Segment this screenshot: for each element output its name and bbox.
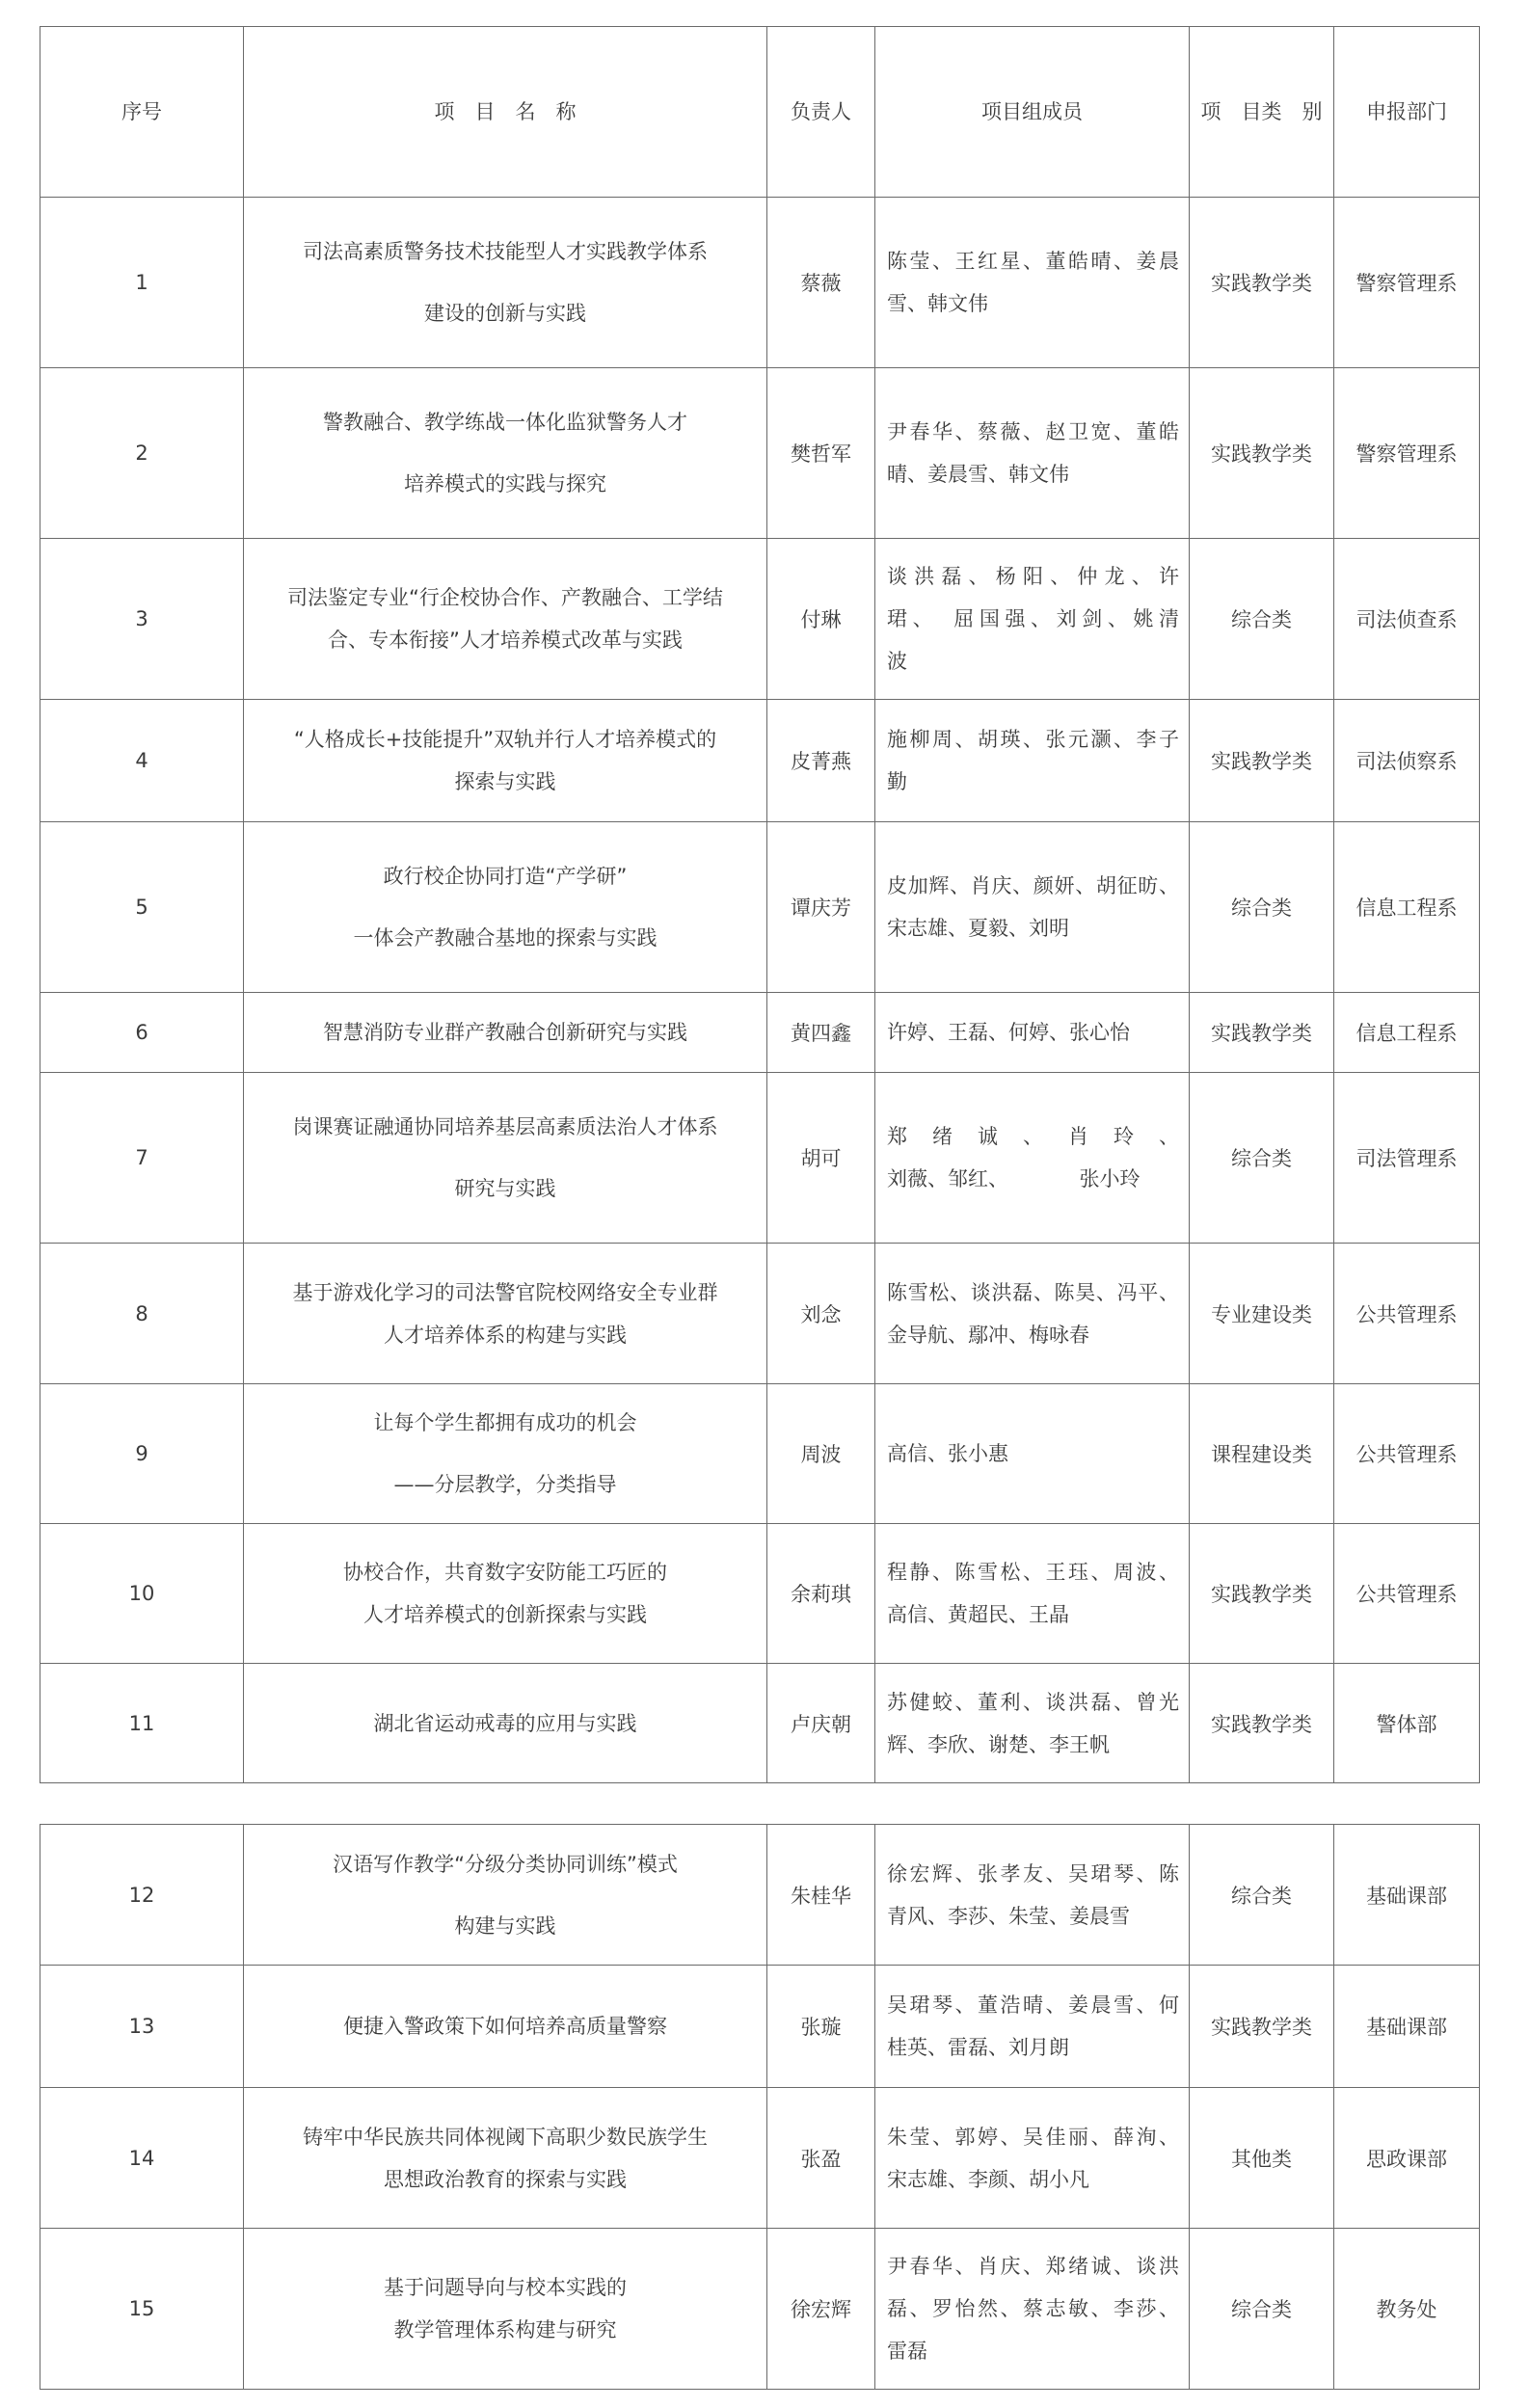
leader-name: 谭庆芳 (791, 896, 851, 920)
project-name-line: 人才培养体系的构建与实践 (384, 1323, 627, 1347)
department-label: 信息工程系 (1356, 1022, 1458, 1045)
seq-number: 13 (128, 2015, 155, 2038)
row-category (1190, 1966, 1334, 2088)
header-row (40, 27, 1480, 198)
members-block (875, 555, 1189, 682)
project-name-line: 警教融合、教学练战一体化监狱警务人才 (323, 411, 687, 434)
category-label: 综合类 (1231, 2298, 1292, 2321)
row-project-name (244, 1966, 767, 2088)
row-department (1334, 1664, 1480, 1783)
members-line: 青风、李莎、朱莹、姜晨雪 (887, 1904, 1130, 1928)
row-project-name (244, 1825, 767, 1966)
category-label: 实践教学类 (1211, 272, 1312, 295)
row-seq (40, 1664, 244, 1783)
row-project-name (244, 1073, 767, 1244)
table-row (40, 368, 1480, 539)
table-row (40, 2229, 1480, 2390)
header-category: 项 目类 别 (1190, 27, 1334, 198)
row-seq (40, 1244, 244, 1384)
row-category (1190, 993, 1334, 1073)
row-leader (767, 1073, 875, 1244)
project-name-line: 铸牢中华民族共同体视阈下高职少数民族学生 (303, 2125, 708, 2149)
department-label: 司法侦察系 (1356, 750, 1458, 773)
row-members (875, 539, 1190, 700)
row-seq (40, 822, 244, 993)
department-label: 公共管理系 (1356, 1583, 1458, 1606)
department-label: 公共管理系 (1356, 1443, 1458, 1466)
row-category (1190, 1524, 1334, 1664)
header-department: 申报部门 (1334, 27, 1480, 198)
row-department (1334, 1244, 1480, 1384)
project-name-line: 基于游戏化学习的司法警官院校网络安全专业群 (292, 1280, 718, 1304)
row-members (875, 822, 1190, 993)
row-project-name (244, 2088, 767, 2229)
header-project-name: 项 目 名 称 (244, 27, 767, 198)
members-line: 郑绪诚、肖玲、 (887, 1125, 1179, 1148)
project-name-line: 研究与实践 (454, 1177, 556, 1200)
row-leader (767, 700, 875, 822)
seq-number: 2 (135, 441, 148, 465)
project-name-line: 基于问题导向与校本实践的 (384, 2276, 627, 2299)
project-name-line: 探索与实践 (454, 770, 556, 793)
row-category (1190, 1664, 1334, 1783)
members-line: 波 (887, 650, 907, 673)
project-name-line: ——分层教学，分类指导 (393, 1473, 617, 1496)
project-name-line: 教学管理体系构建与研究 (393, 2318, 617, 2341)
members-line: 徐宏辉、张孝友、吴珺琴、陈 (887, 1861, 1179, 1886)
department-label: 信息工程系 (1356, 896, 1458, 920)
row-category (1190, 700, 1334, 822)
members-block (875, 1551, 1189, 1636)
row-category (1190, 2088, 1334, 2229)
row-category (1190, 822, 1334, 993)
project-name-line: 培养模式的实践与探究 (404, 472, 606, 495)
members-line: 晴、姜晨雪、韩文伟 (887, 463, 1069, 486)
row-department (1334, 368, 1480, 539)
department-label: 教务处 (1376, 2298, 1437, 2321)
table-row (40, 1524, 1480, 1664)
project-name-line: 岗课赛证融通协同培养基层高素质法治人才体系 (292, 1115, 718, 1138)
table-row (40, 993, 1480, 1073)
project-name-line: 汉语写作教学“分级分类协同训练”模式 (333, 1852, 678, 1876)
row-seq (40, 368, 244, 539)
row-seq (40, 1825, 244, 1966)
members-block (875, 718, 1189, 803)
row-department (1334, 700, 1480, 822)
members-block (875, 1432, 1189, 1475)
row-department (1334, 822, 1480, 993)
seq-number: 9 (135, 1442, 148, 1465)
row-leader (767, 2229, 875, 2390)
row-project-name (244, 1664, 767, 1783)
members-line: 施柳周、胡瑛、张元灏、李子 (887, 728, 1179, 751)
category-label: 专业建设类 (1211, 1302, 1312, 1326)
row-members (875, 1244, 1190, 1384)
members-line: 皮加辉、肖庆、颜妍、胡征昉、 (887, 874, 1179, 897)
project-name-line: 构建与实践 (454, 1913, 556, 1938)
leader-name: 余莉琪 (791, 1583, 851, 1606)
row-category (1190, 539, 1334, 700)
category-label: 实践教学类 (1211, 442, 1312, 466)
row-category (1190, 1244, 1334, 1384)
row-department (1334, 1966, 1480, 2088)
row-seq (40, 1966, 244, 2088)
project-name-line: 人才培养模式的创新探索与实践 (363, 1603, 647, 1626)
department-label: 警察管理系 (1356, 272, 1458, 295)
row-seq (40, 1384, 244, 1524)
members-line: 高信、张小惠 (887, 1442, 1008, 1465)
row-seq (40, 539, 244, 700)
row-leader (767, 539, 875, 700)
leader-name: 付琳 (800, 608, 842, 631)
row-category (1190, 198, 1334, 368)
row-department (1334, 2229, 1480, 2390)
project-name-line: 司法高素质警务技术技能型人才实践教学体系 (303, 240, 708, 263)
category-label: 实践教学类 (1211, 1712, 1312, 1736)
members-block (875, 240, 1189, 325)
members-line: 许婷、王磊、何婷、张心怡 (887, 1021, 1130, 1044)
members-line: 桂英、雷磊、刘月朗 (887, 2036, 1069, 2059)
row-members (875, 1664, 1190, 1783)
header-seq: 序号 (40, 27, 244, 198)
leader-name: 胡可 (800, 1147, 842, 1170)
row-department (1334, 539, 1480, 700)
row-leader (767, 2088, 875, 2229)
row-project-name (244, 1244, 767, 1384)
row-leader (767, 198, 875, 368)
table-body-part-2 (40, 1825, 1480, 2390)
seq-number: 7 (135, 1146, 148, 1169)
table-row (40, 539, 1480, 700)
leader-name: 朱桂华 (791, 1884, 851, 1908)
row-members (875, 1966, 1190, 2088)
row-department (1334, 1073, 1480, 1244)
members-line: 珺、 屈国强、刘剑、姚清 (887, 607, 1179, 630)
row-department (1334, 198, 1480, 368)
row-leader (767, 1825, 875, 1966)
row-leader (767, 1966, 875, 2088)
row-members (875, 700, 1190, 822)
members-block (875, 1011, 1189, 1054)
leader-name: 樊哲军 (791, 442, 851, 466)
table-row (40, 2088, 1480, 2229)
row-seq (40, 993, 244, 1073)
row-category (1190, 368, 1334, 539)
row-project-name (244, 822, 767, 993)
seq-number: 10 (128, 1582, 155, 1605)
table-row (40, 1244, 1480, 1384)
department-label: 思政课部 (1366, 2147, 1447, 2171)
seq-number: 4 (135, 749, 148, 772)
project-name-line: 便捷入警政策下如何培养高质量警察 (343, 2015, 667, 2038)
table-row (40, 822, 1480, 993)
members-line: 金导航、鄢冲、梅咏春 (887, 1323, 1089, 1347)
members-line: 朱莹、郭婷、吴佳丽、薛洵、 (887, 2125, 1179, 2149)
row-seq (40, 1524, 244, 1664)
leader-name: 黄四鑫 (791, 1022, 851, 1045)
members-block (875, 2245, 1189, 2372)
members-block (875, 1681, 1189, 1766)
seq-number: 5 (135, 896, 148, 919)
members-line: 吴珺琴、董浩晴、姜晨雪、何 (887, 1993, 1179, 2017)
project-name-line: 湖北省运动戒毒的应用与实践 (373, 1711, 637, 1735)
row-members (875, 1524, 1190, 1664)
members-line: 雷磊 (887, 2340, 927, 2363)
row-members (875, 368, 1190, 539)
table-row (40, 1073, 1480, 1244)
seq-number: 11 (128, 1711, 155, 1735)
seq-number: 14 (128, 2146, 155, 2170)
header-members: 项目组成员 (875, 27, 1190, 198)
category-label: 实践教学类 (1211, 750, 1312, 773)
category-label: 实践教学类 (1211, 1583, 1312, 1606)
row-seq (40, 1073, 244, 1244)
row-department (1334, 1825, 1480, 1966)
row-department (1334, 2088, 1480, 2229)
row-leader (767, 1524, 875, 1664)
row-members (875, 2229, 1190, 2390)
department-label: 公共管理系 (1356, 1302, 1458, 1326)
row-leader (767, 993, 875, 1073)
project-name-line: 一体会产教融合基地的探索与实践 (353, 926, 658, 950)
project-table-part-2 (40, 1824, 1480, 2390)
table-row (40, 700, 1480, 822)
members-line: 雪、韩文伟 (887, 292, 988, 315)
department-label: 警察管理系 (1356, 442, 1458, 466)
table-row (40, 1384, 1480, 1524)
members-line: 陈莹、王红星、董皓晴、姜晨 (887, 250, 1179, 273)
members-line: 高信、黄超民、王晶 (887, 1603, 1069, 1626)
leader-name: 蔡薇 (800, 272, 842, 295)
members-line: 谈洪磊、杨阳、仲龙、许 (887, 565, 1179, 588)
department-label: 司法侦查系 (1356, 608, 1458, 631)
table-row (40, 1966, 1480, 2088)
project-table-part-1 (40, 26, 1480, 1783)
category-label: 综合类 (1231, 608, 1292, 631)
leader-name: 张盈 (800, 2147, 842, 2171)
project-name-line: 智慧消防专业群产教融合创新研究与实践 (323, 1021, 687, 1044)
row-project-name (244, 993, 767, 1073)
row-leader (767, 1664, 875, 1783)
members-line: 刘薇、邹红、 张小玲 (887, 1167, 1141, 1191)
members-line: 程静、陈雪松、王珏、周波、 (887, 1561, 1179, 1584)
project-name-line: 协校合作，共育数字安防能工巧匠的 (343, 1561, 667, 1584)
members-line: 苏健蛟、董利、谈洪磊、曾光 (887, 1690, 1179, 1714)
leader-name: 卢庆朝 (791, 1712, 851, 1736)
category-label: 综合类 (1231, 1884, 1292, 1908)
leader-name: 皮菁燕 (791, 750, 851, 773)
members-line: 辉、李欣、谢楚、李王帆 (887, 1732, 1110, 1756)
members-line: 尹春华、肖庆、郑绪诚、谈洪 (887, 2255, 1179, 2278)
seq-number: 1 (135, 271, 148, 294)
project-name-line: “人格成长+技能提升”双轨并行人才培养模式的 (293, 728, 717, 751)
table-row (40, 198, 1480, 368)
row-project-name (244, 368, 767, 539)
row-project-name (244, 2229, 767, 2390)
row-members (875, 1825, 1190, 1966)
department-label: 警体部 (1376, 1712, 1437, 1736)
seq-number: 8 (135, 1301, 148, 1325)
members-line: 尹春华、蔡薇、赵卫宽、董皓 (887, 420, 1179, 443)
leader-name: 张璇 (800, 2016, 842, 2039)
row-department (1334, 993, 1480, 1073)
row-department (1334, 1384, 1480, 1524)
members-block (875, 1984, 1189, 2069)
table-row (40, 1664, 1480, 1783)
row-members (875, 993, 1190, 1073)
row-leader (767, 1384, 875, 1524)
category-label: 实践教学类 (1211, 2016, 1312, 2039)
row-project-name (244, 1384, 767, 1524)
project-name-line: 合、专本衔接”人才培养模式改革与实践 (328, 629, 683, 652)
category-label: 其他类 (1231, 2147, 1292, 2171)
leader-name: 周波 (800, 1443, 842, 1466)
members-line: 勤 (887, 770, 907, 793)
row-category (1190, 2229, 1334, 2390)
category-label: 综合类 (1231, 1147, 1292, 1170)
category-label: 课程建设类 (1211, 1443, 1312, 1466)
members-line: 宋志雄、夏毅、刘明 (887, 917, 1069, 940)
row-seq (40, 700, 244, 822)
seq-number: 15 (128, 2297, 155, 2320)
project-name-line: 让每个学生都拥有成功的机会 (373, 1411, 637, 1434)
header-leader: 负责人 (767, 27, 875, 198)
members-block (875, 1271, 1189, 1356)
row-members (875, 1384, 1190, 1524)
row-seq (40, 2088, 244, 2229)
members-block (875, 1853, 1189, 1938)
row-members (875, 1073, 1190, 1244)
leader-name: 刘念 (800, 1302, 842, 1326)
seq-number: 6 (135, 1021, 148, 1044)
row-project-name (244, 539, 767, 700)
members-block (875, 2116, 1189, 2201)
row-project-name (244, 700, 767, 822)
row-members (875, 2088, 1190, 2229)
row-leader (767, 822, 875, 993)
row-category (1190, 1073, 1334, 1244)
members-line: 宋志雄、李颜、胡小凡 (887, 2167, 1089, 2191)
department-label: 基础课部 (1366, 1884, 1447, 1908)
department-label: 基础课部 (1366, 2016, 1447, 2039)
row-category (1190, 1825, 1334, 1966)
seq-number: 12 (128, 1883, 155, 1907)
row-category (1190, 1384, 1334, 1524)
members-block (875, 411, 1189, 495)
table-body-part-1 (40, 198, 1480, 1783)
row-department (1334, 1524, 1480, 1664)
seq-number: 3 (135, 607, 148, 630)
row-project-name (244, 1524, 767, 1664)
project-name-line: 建设的创新与实践 (424, 302, 586, 325)
project-name-line: 思想政治教育的探索与实践 (384, 2167, 627, 2191)
members-line: 磊、罗怡然、蔡志敏、李莎、 (887, 2297, 1179, 2320)
category-label: 实践教学类 (1211, 1022, 1312, 1045)
members-block (875, 865, 1189, 950)
row-project-name (244, 198, 767, 368)
department-label: 司法管理系 (1356, 1147, 1458, 1170)
members-block (875, 1115, 1189, 1200)
project-name-line: 司法鉴定专业“行企校协合作、产教融合、工学结 (287, 586, 723, 609)
row-seq (40, 2229, 244, 2390)
leader-name: 徐宏辉 (791, 2298, 851, 2321)
table-row (40, 1825, 1480, 1966)
row-leader (767, 368, 875, 539)
category-label: 综合类 (1231, 896, 1292, 920)
row-seq (40, 198, 244, 368)
members-line: 陈雪松、谈洪磊、陈昊、冯平、 (887, 1280, 1179, 1304)
row-members (875, 198, 1190, 368)
project-name-line: 政行校企协同打造“产学研” (383, 865, 628, 888)
row-leader (767, 1244, 875, 1384)
